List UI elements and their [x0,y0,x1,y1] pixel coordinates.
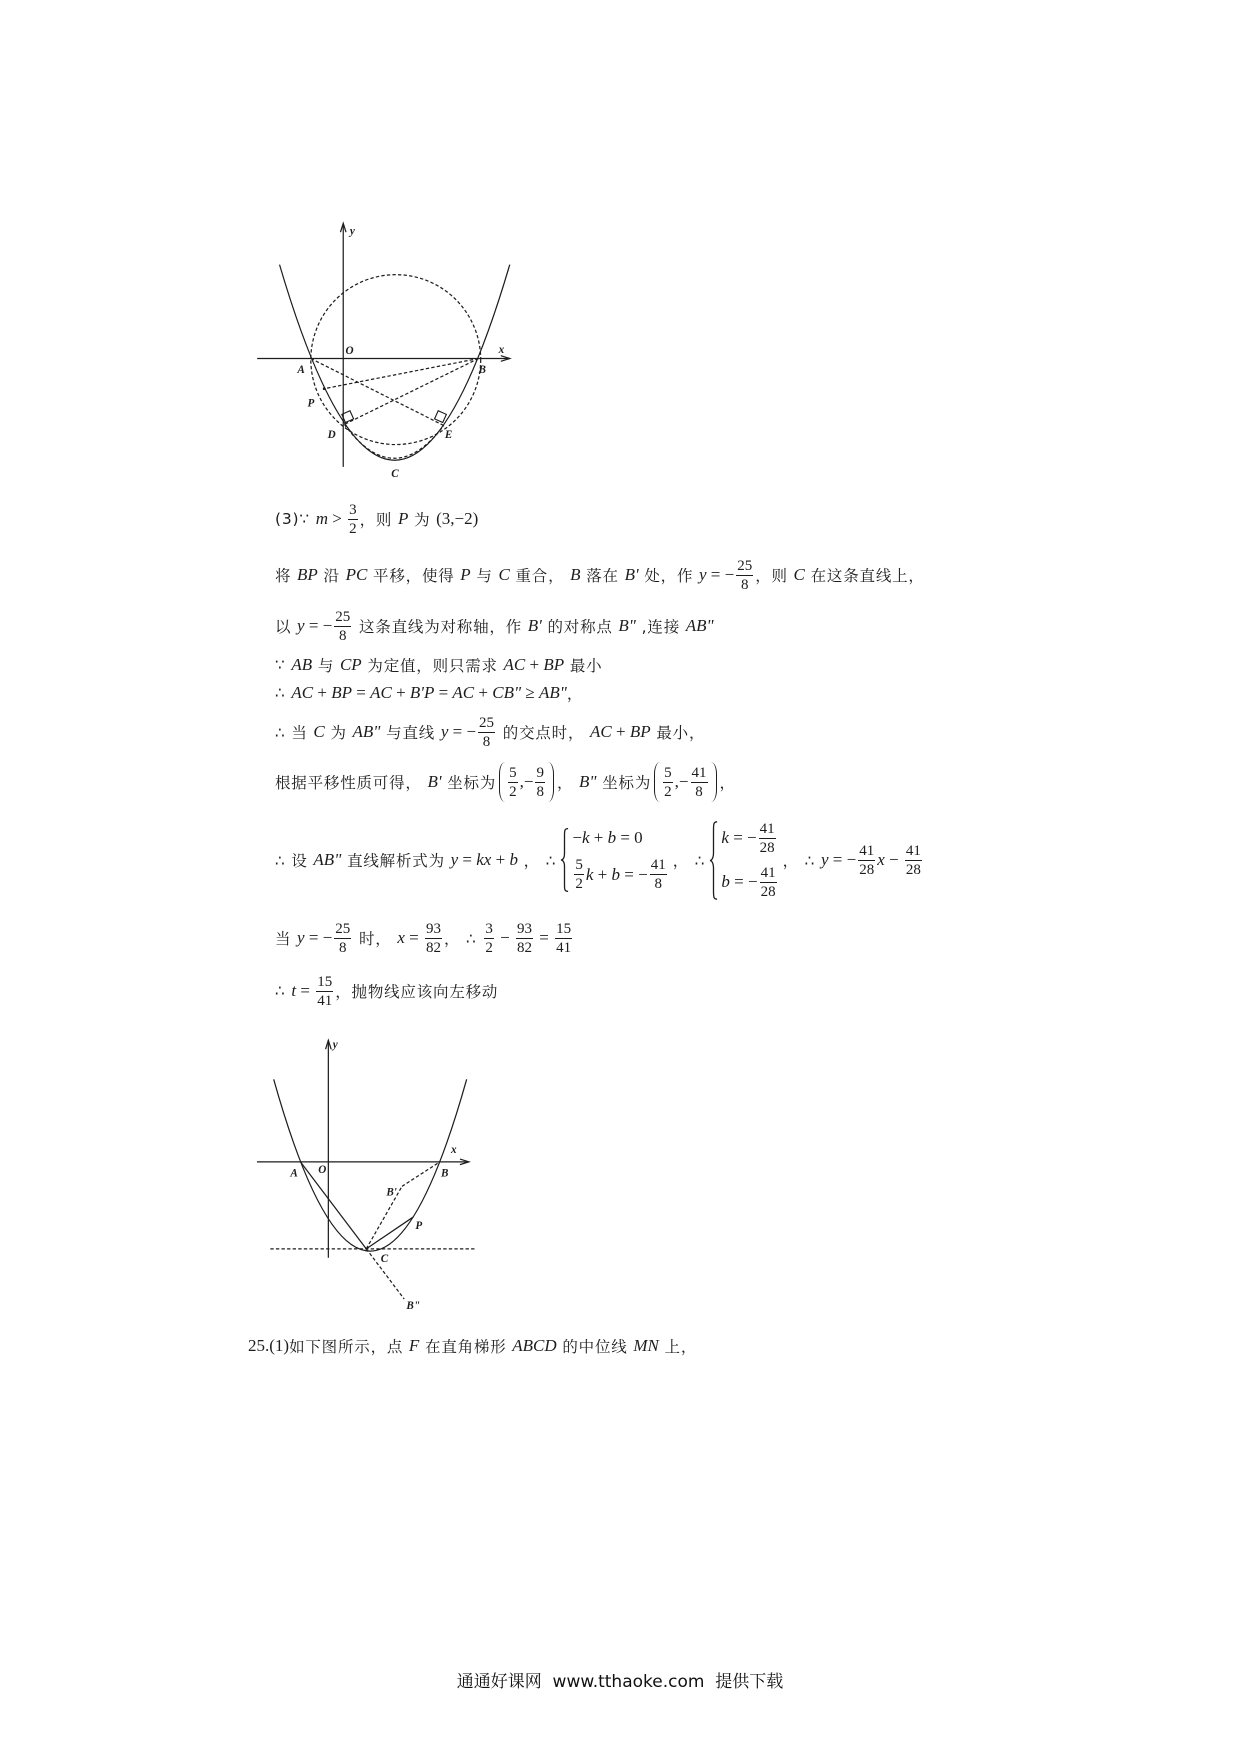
math-variable: BP [629,722,651,741]
fraction [759,821,776,856]
math-variable: m [315,509,329,528]
text-run: 的中位线 [556,1338,634,1356]
math-symbol: = [404,928,423,947]
solution-line-6 [275,712,705,752]
math-variable: AC [503,655,526,674]
figure-translation-construction [251,1028,486,1318]
solution-line-3 [275,606,714,646]
math-symbol: ,− [519,772,534,791]
fraction [858,843,875,878]
math-variable: kx [476,850,492,869]
math-symbol: ,− [674,772,689,791]
fraction-denominator: 28 [905,861,921,878]
label-x: x [498,343,505,356]
math-variable: AC [370,683,392,702]
fraction-denominator: 8 [654,876,662,892]
math-variable: C [498,565,510,584]
left-brace [560,828,569,892]
fraction [650,857,667,892]
math-variable: BP [331,683,352,702]
text-run: 为 [324,724,353,742]
math-variable: x [877,850,885,869]
fraction-numerator: 3 [349,501,357,518]
fraction-numerator: 25 [479,714,495,731]
text-run: 与 [470,567,499,585]
system-row [572,857,668,892]
math-variable: B" [618,616,636,635]
brace-shape [709,821,718,900]
equation-system [560,828,668,892]
math-symbol: = [534,928,554,947]
text-run: 时， [353,930,398,948]
label-A: A [297,364,305,377]
fraction-denominator: 28 [859,861,875,878]
text-run: 上， [658,1338,698,1356]
left-parenthesis [654,762,660,802]
fraction [691,765,708,800]
solution-line-10 [275,971,498,1011]
text-run: ，则 [755,567,794,585]
footer-text: 通通好课网 www.tthaoke.com 提供下载 [456,1672,784,1692]
math-symbol: = − [728,828,757,847]
fraction-denominator: 28 [760,883,776,900]
fraction-numerator: 93 [516,920,532,937]
math-variable: B [570,565,581,584]
math-symbol: > [328,509,347,528]
fraction [663,765,673,800]
text-run: 这条直线为对称轴，作 [353,618,528,636]
parenthesized-group [651,762,719,802]
math-variable: P [397,509,409,528]
fraction-numerator: 25 [737,557,753,574]
system-row [572,828,668,848]
fraction-denominator: 2 [349,520,357,537]
fraction-numerator: 93 [425,920,441,937]
math-variable: y [440,722,449,741]
fraction [508,765,518,800]
text-run: ，则 [359,511,398,529]
math-variable: B' [527,616,542,635]
fraction-denominator: 41 [556,939,572,956]
math-variable: AB" [538,683,567,702]
math-symbol: (3,−2) [436,509,479,528]
text-run: 与直线 [380,724,441,742]
system-rows [721,821,778,900]
math-variable: F [408,1336,420,1355]
math-symbol: + [611,722,630,741]
math-symbol: = − [304,928,333,947]
math-symbol: + [313,683,332,702]
text-run: ， [566,685,584,703]
math-variable: b [721,872,730,891]
math-variable: PC [345,565,368,584]
text-run: 与 [312,657,340,675]
label-C: C [391,467,399,480]
math-symbol: = − [729,872,758,891]
label-E: E [444,428,453,441]
fraction-denominator: 2 [509,783,517,800]
segment-BP [324,359,478,389]
math-variable: t [291,981,297,1000]
math-variable: y [297,616,305,635]
label-A: A [290,1167,298,1180]
math-variable: x [397,928,405,947]
math-symbol: = [296,981,315,1000]
fraction-denominator: 8 [536,783,544,800]
text-run: 的交点时， [497,724,591,742]
text-run: 当 [275,930,298,948]
text-run: ∴ [275,684,292,702]
fraction [905,843,922,878]
label-P: P [307,397,315,410]
math-variable: MN [633,1336,659,1355]
fraction [334,921,351,956]
text-run: 最小 [564,657,603,675]
math-symbol: = − [448,722,477,741]
label-y: y [332,1039,338,1052]
solution-line-1 [275,499,478,539]
solution-line-8 [275,815,924,905]
fraction-numerator: 5 [509,764,517,781]
math-variable: AB" [352,722,381,741]
text-run: 以 [275,618,298,636]
math-variable: b [607,828,617,847]
text-run: ∴ [275,982,292,1000]
math-variable: AB [291,655,313,674]
text-run: (3)∵ [275,510,316,528]
fraction-denominator: 41 [317,992,333,1009]
parabola [280,265,510,461]
text-run: ∴ 当 [275,724,314,742]
text-run: ， [556,774,579,792]
right-angle-mark-E [435,411,447,423]
solution-line-7 [275,760,736,804]
figure-parabola-circle [246,212,531,486]
fraction-denominator: 8 [482,733,491,750]
text-run: 在这条直线上， [804,567,925,585]
label-x: x [451,1143,457,1156]
fraction [484,921,494,956]
fraction-denominator: 2 [664,783,672,800]
label-P: P [415,1219,423,1232]
text-run: 如下图所示，点 [289,1338,409,1356]
text-run: 处，作 [638,567,699,585]
text-run: ,连接 [635,618,686,636]
fraction-numerator: 5 [575,857,583,873]
fraction [535,765,545,800]
fraction-numerator: 25 [335,608,351,625]
text-run: ， ∴ [443,930,483,948]
text-run: 沿 [317,567,346,585]
segment-BD [344,359,478,425]
point-P [323,387,326,390]
label-origin: O [345,345,354,358]
fraction-denominator: 28 [759,839,775,856]
fraction-numerator: 25 [335,920,351,937]
text-run: 的对称点 [541,618,619,636]
right-parenthesis [548,762,554,802]
fraction [478,715,495,750]
dashed-circle [311,275,481,445]
math-variable: B' [624,565,639,584]
left-brace [709,821,718,900]
label-B: B [478,364,486,377]
math-variable: k [721,828,729,847]
math-variable: B' [427,772,442,791]
text-run: 落在 [580,567,625,585]
fraction-denominator: 8 [339,939,347,956]
label-D: D [327,428,336,441]
label-B-double-prime: B" [406,1300,421,1313]
text-run: ， [719,774,736,792]
math-symbol: = − [304,616,333,635]
fraction-denominator: 2 [485,939,493,956]
fraction-numerator: 15 [556,920,572,937]
fraction-numerator: 9 [536,764,544,781]
text-run: 最小， [650,724,706,742]
text-run: 为 [408,511,437,529]
text-run: ，抛物线应该向左移动 [335,983,499,1001]
math-variable: y [821,850,829,869]
solution-line-5 [275,673,583,713]
math-symbol: = − [706,565,735,584]
fraction [516,921,533,956]
math-symbol: = 0 [616,828,643,847]
text-run: 直线解析式为 [341,852,451,870]
fraction-denominator: 8 [339,627,347,644]
math-symbol: + [474,683,493,702]
fraction-denominator: 82 [516,939,532,956]
math-variable: b [611,864,620,884]
text-run: 坐标为 [441,774,497,792]
left-parenthesis [499,762,505,802]
question-25-line [248,1326,697,1366]
solution-line-2 [275,555,925,595]
brace-shape [560,828,569,892]
fraction-numerator: 41 [760,864,776,881]
fraction-numerator: 41 [859,842,875,859]
text-run: 为定值，则只需求 [361,657,504,675]
math-variable: ABCD [512,1336,557,1355]
dashed-arc [344,424,443,458]
label-B-prime: B' [386,1186,397,1199]
text-run: 将 [275,567,298,585]
text-run: ∵ [275,656,292,674]
math-symbol: + [391,683,410,702]
label-y: y [349,225,355,238]
math-variable: CP [339,655,362,674]
math-symbol: − [884,850,903,869]
math-variable: BP [543,655,565,674]
math-symbol: = [458,850,477,869]
fraction-numerator: 41 [759,820,775,837]
math-variable: AC [291,683,314,702]
fraction [555,921,572,956]
fraction-numerator: 3 [485,920,493,937]
math-symbol: = [352,683,371,702]
text-run: ， ∴ [517,852,557,870]
fraction-denominator: 82 [425,939,441,956]
segment-AC [300,1162,366,1249]
math-symbol: ≥ [521,683,539,702]
math-variable: C [793,565,805,584]
fraction-denominator: 8 [740,576,749,593]
math-variable: y [698,565,707,584]
math-variable: P [460,565,471,584]
math-variable: AC [590,722,612,741]
math-symbol: = − [620,864,648,884]
label-C: C [380,1253,389,1266]
fraction-numerator: 41 [691,764,707,781]
fraction-denominator: 8 [695,783,703,800]
text-run: ， ∴ [672,852,706,870]
math-symbol: + [525,655,544,674]
fraction [760,865,777,900]
label-origin: O [318,1164,327,1176]
parenthesized-group [496,762,557,802]
equation-system [709,821,778,900]
fraction [334,609,351,644]
fraction [316,974,333,1009]
math-variable: k [581,828,590,847]
math-variable: B" [578,772,597,791]
fraction-numerator: 41 [650,857,666,873]
text-run: 平移，使得 [367,567,461,585]
math-variable: y [450,850,459,869]
math-symbol: = − [828,850,857,869]
math-variable: B'P [409,683,435,702]
system-row [721,821,778,856]
system-rows [572,828,668,892]
segment-AE [311,359,444,426]
fraction-numerator: 41 [905,842,921,859]
text-run: 在直角梯形 [419,1338,513,1356]
fraction [348,502,358,537]
math-symbol: 25.(1) [248,1336,290,1355]
math-symbol: + [589,828,608,847]
math-variable: BP [297,565,318,584]
math-symbol: = [434,683,453,702]
fraction [736,558,753,593]
math-symbol: + [593,864,612,884]
fraction-denominator: 2 [575,876,583,892]
text-run: 坐标为 [596,774,652,792]
fraction [574,857,584,892]
system-row [721,865,778,900]
math-variable: k [585,864,594,884]
text-run: ， ∴ [782,852,821,870]
math-symbol: − [572,828,582,847]
math-symbol: + [491,850,510,869]
text-run: 根据平移性质可得， [275,774,428,792]
math-symbol: − [495,928,514,947]
math-variable: C [313,722,325,741]
label-B: B [441,1167,449,1180]
math-variable: AB" [685,616,714,635]
math-variable: AC [452,683,475,702]
fraction-numerator: 5 [664,764,672,781]
fraction-numerator: 15 [317,973,333,990]
solution-line-9 [275,918,574,958]
text-run: ∴ 设 [275,852,314,870]
right-parenthesis [711,762,717,802]
math-variable: b [509,850,518,869]
math-variable: AB" [313,850,342,869]
text-run: 重合， [509,567,571,585]
fraction [425,921,442,956]
math-variable: CB" [492,683,522,702]
math-variable: y [297,928,305,947]
